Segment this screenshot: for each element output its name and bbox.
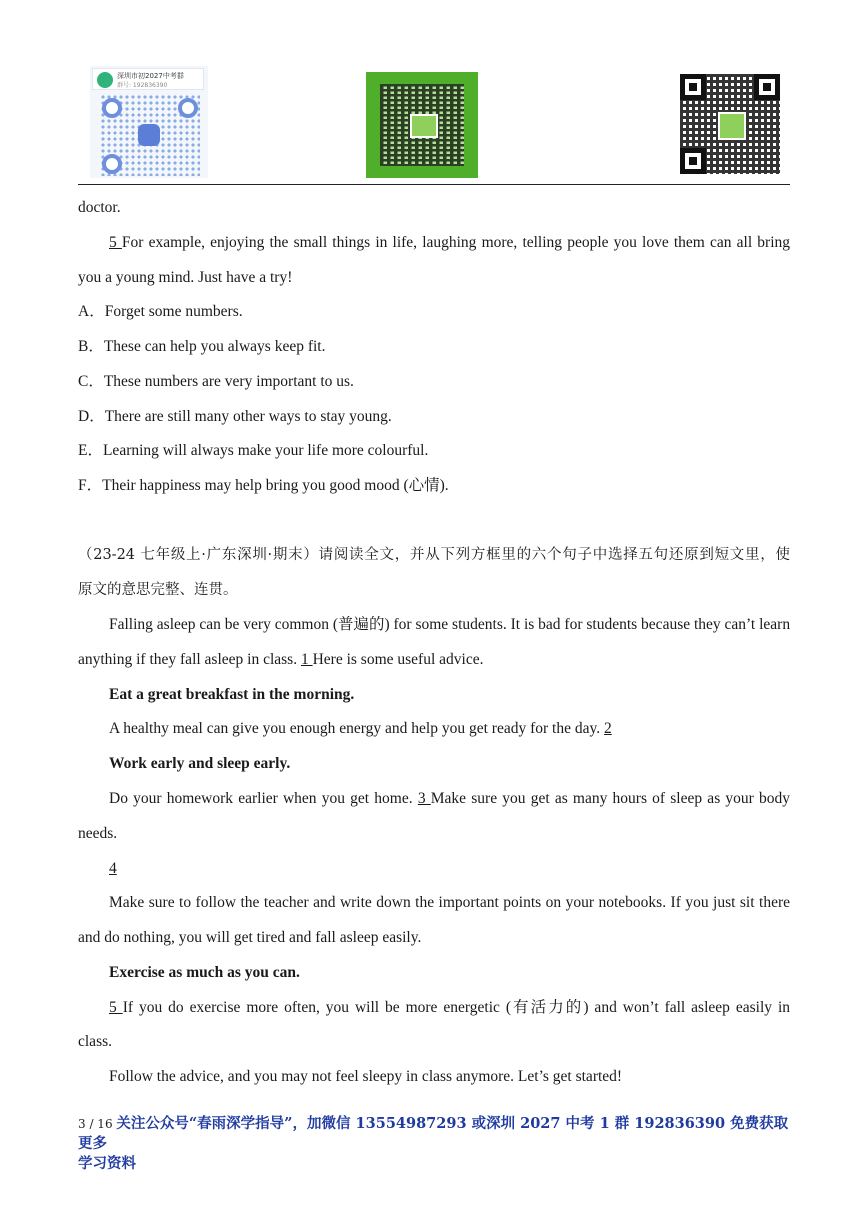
qr-center-logo xyxy=(410,114,438,138)
question-intro: 原文的意思完整、连贯。 xyxy=(78,582,238,598)
blank-5: 5 xyxy=(109,999,123,1016)
qr-finder-pattern xyxy=(680,148,706,174)
text-line: class. xyxy=(78,1033,113,1050)
text-line: Follow the advice, and you may not feel sleepy in class anymore. Let’s get started! xyxy=(109,1068,623,1085)
qr-center-logo xyxy=(138,124,160,146)
page-number: 3 / 16 xyxy=(78,1117,113,1131)
group-qr-title: 深圳市初2027中考群 xyxy=(117,72,184,80)
blank-3: 3 xyxy=(417,790,431,807)
qr-center-logo xyxy=(718,112,746,140)
blank-5: 5 xyxy=(109,234,122,251)
text-line: doctor. xyxy=(78,199,121,216)
question-intro: （23-24 七年级上·广东深圳·期末）请阅读全文，并从下列方框里的六个句子中选择五句还原到短文里，使 xyxy=(78,547,790,563)
text-line: you a young mind. Just have a try! xyxy=(78,269,293,286)
group-qr-code xyxy=(90,66,208,178)
text-line: Falling asleep can be very common (普遍的) for some students. It is bad for students because they can’t learn xyxy=(109,616,791,633)
section-heading: Work early and sleep early. xyxy=(109,755,291,772)
text-line: A healthy meal can give you enough energy and help you get ready for the day. 2 xyxy=(109,720,612,737)
section-heading: Eat a great breakfast in the morning. xyxy=(109,686,355,703)
official-account-qr-code xyxy=(678,72,784,176)
option-b: B．These can help you always keep fit. xyxy=(78,338,326,355)
text-line: 5 For example, enjoying the small things in life, laughing more, telling people you love them can all bring xyxy=(109,234,791,251)
page-header xyxy=(78,66,790,185)
qr-finder-pattern xyxy=(754,74,780,100)
promo-text: 关注公众号“春雨深学指导”，加微信 13554987293 或深圳 2027 中考 1 群 192836390 免费获取更多 xyxy=(78,1115,789,1152)
text-line xyxy=(78,859,790,879)
group-qr-tag xyxy=(92,68,204,90)
text-line: Do your homework earlier when you get home. 3 Make sure you get as many hours of sleep as your body xyxy=(109,790,791,807)
text-line: needs. xyxy=(78,825,118,842)
text-line: and do nothing, you will get tired and fall asleep easily. xyxy=(78,929,422,946)
text-line: anything if they fall asleep in class. 1 Here is some useful advice. xyxy=(78,651,484,668)
qr-corner-marker xyxy=(102,98,122,118)
blank-4: 4 xyxy=(109,860,117,877)
chat-group-icon xyxy=(97,72,113,88)
qr-finder-pattern xyxy=(680,74,706,100)
promo-text: 学习资料 xyxy=(78,1155,136,1172)
option-f: F．Their happiness may help bring you good mood (心情). xyxy=(78,477,449,494)
group-qr-subtitle: 群号: 192836390 xyxy=(117,82,168,89)
text-line: 5 If you do exercise more often, you will be more energetic (有活力的) and won’t fall asleep easily in xyxy=(109,999,790,1016)
qr-corner-marker xyxy=(102,154,122,174)
option-a: A．Forget some numbers. xyxy=(78,303,243,320)
option-c: C．These numbers are very important to us. xyxy=(78,373,354,390)
option-d: D．There are still many other ways to stay young. xyxy=(78,408,392,425)
page-footer xyxy=(78,1114,790,1174)
text-line: Make sure to follow the teacher and write down the important points on your notebooks. If you just sit there xyxy=(109,894,790,911)
blank-2: 2 xyxy=(603,720,612,737)
option-e: E．Learning will always make your life more colourful. xyxy=(78,442,429,459)
qr-corner-marker xyxy=(178,98,198,118)
section-heading: Exercise as much as you can. xyxy=(109,964,300,981)
wechat-qr-code xyxy=(366,72,478,178)
blank-1: 1 xyxy=(300,651,313,668)
